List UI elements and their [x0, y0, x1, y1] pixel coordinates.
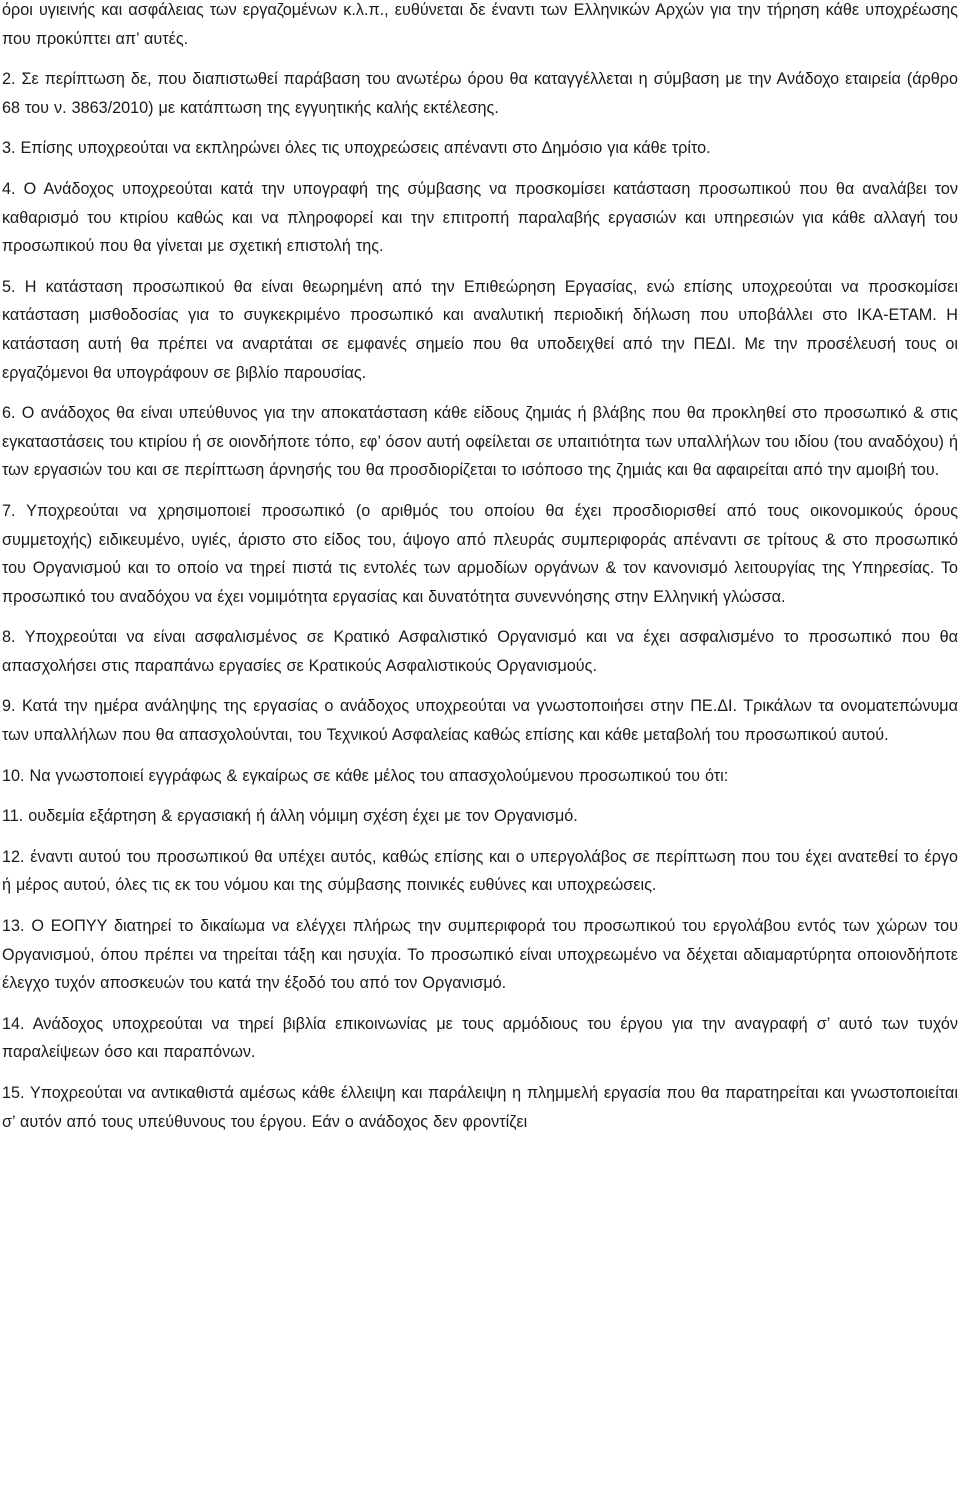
paragraph-6: 6. Ο ανάδοχος θα είναι υπεύθυνος για την αποκατάσταση κάθε είδους ζημιάς ή βλάβης που θα προκληθεί στο προσωπικό & στις εγκαταστάσεις του κτιρίου ή σε οιονδήποτε τόπο, εφ’ όσον αυτή οφείλεται σε υπαιτιότητα των υπαλλήλων του ιδίου (του αναδόχου) ή των εργασιών του και σε περίπτωση άρνησής του θα προσδιορίζεται το ισόποσο της ζημιάς και θα αφαιρείται από την αμοιβή του. — [2, 404, 958, 480]
paragraph-14: 14. Ανάδοχος υποχρεούται να τηρεί βιβλία επικοινωνίας με τους αρμόδιους του έργου για την αναγραφή σ’ αυτό των τυχόν παραλείψεων όσο και παραπόνων. — [2, 1014, 958, 1062]
paragraph-7: 7. Υποχρεούται να χρησιμοποιεί προσωπικό (ο αριθμός του οποίου θα έχει προσδιορισθεί από τους οικονομικούς όρους συμμετοχής) ειδικευμένο, υγιές, άριστο στο είδος του, άψογο από πλευράς συμπεριφοράς απέναντι σε τρίτους & στο προσωπικό του Οργανισμού και το οποίο να τηρεί πιστά τις εντολές των αρμοδίων οργάνων & τον κανονισμό λειτουργίας της Υπηρεσίας. Το προσωπικό του αναδόχου να έχει νομιμότητα εργασίας και δυνατότητα συνεννόησης στην Ελληνική γλώσσα. — [2, 501, 958, 606]
paragraph-15: 15. Υποχρεούται να αντικαθιστά αμέσως κάθε έλλειψη και παράλειψη η πλημμελή εργασία που θα παρατηρείται και γνωστοποιείται σ’ αυτόν από τους υπεύθυνους του έργου. Εάν ο ανάδοχος δεν φροντίζει — [2, 1084, 958, 1131]
document-body — [2, 0, 958, 1148]
paragraph-10: 10. Να γνωστοποιεί εγγράφως & εγκαίρως σε κάθε μέλος του απασχολούμενου προσωπικού του ότι: — [2, 766, 729, 785]
paragraph-5: 5. Η κατάσταση προσωπικού θα είναι θεωρημένη από την Επιθεώρηση Εργασίας, ενώ επίσης υποχρεούται να προσκομίσει κατάσταση μισθοδοσίας για το συγκεκριμένο προσωπικό και αναλυτική περιοδική δήλωση που υποβάλλει στο ΙΚΑ-ΕΤΑΜ. Η κατάσταση αυτή θα πρέπει να αναρτάται σε εμφανές σημείο που θα υποδειχθεί από την ΠΕΔΙ. Με την προσέλευσή τους οι εργαζόμενοι θα υπογράφουν σε βιβλίο παρουσίας. — [2, 277, 958, 382]
paragraph-9: 9. Κατά την ημέρα ανάληψης της εργασίας ο ανάδοχος υποχρεούται να γνωστοποιήσει στην ΠΕ.ΔΙ. Τρικάλων τα ονοματεπώνυμα των υπαλλήλων που θα απασχολούνται, του Τεχνικού Ασφαλείας καθώς επίσης και κάθε μεταβολή του προσωπικού αυτού. — [2, 697, 958, 745]
paragraph-11: 11. ουδεμία εξάρτηση & εργασιακή ή άλλη νόμιμη σχέση έχει με τον Οργανισμό. — [2, 807, 578, 826]
paragraph-intro: όροι υγιεινής και ασφάλειας των εργαζομένων κ.λ.π., ευθύνεται δε έναντι των Ελληνικών Αρχών για την τήρηση κάθε υποχρέωσης που προκύπτει απ’ αυτές. — [2, 1, 958, 48]
paragraph-8: 8. Υποχρεούται να είναι ασφαλισμένος σε Κρατικό Ασφαλιστικό Οργανισμό και να έχει ασφαλισμένο το προσωπικό που θα απασχολήσει στις παραπάνω εργασίες σε Κρατικούς Ασφαλιστικούς Οργανισμούς. — [2, 628, 958, 675]
paragraph-13: 13. Ο ΕΟΠΥΥ διατηρεί το δικαίωμα να ελέγχει πλήρως την συμπεριφορά του προσωπικού του εργολάβου εντός των χώρων του Οργανισμού, όπου πρέπει να τηρείται τάξη και ησυχία. Το προσωπικό είναι υποχρεωμένο να δέχεται αδιαμαρτύρητα οποιονδήποτε έλεγχο τυχόν αποσκευών του κατά την έξοδό του από τον Οργανισμό. — [2, 917, 958, 993]
paragraph-2: 2. Σε περίπτωση δε, που διαπιστωθεί παράβαση του ανωτέρω όρου θα καταγγέλλεται η σύμβαση με την Ανάδοχο εταιρεία (άρθρο 68 του ν. 3863/2010) με κατάπτωση της εγγυητικής καλής εκτέλεσης. — [2, 70, 958, 117]
paragraph-12: 12. έναντι αυτού του προσωπικού θα υπέχει αυτός, καθώς επίσης και ο υπεργολάβος σε περίπτωση που του έχει ανατεθεί το έργο ή μέρος αυτού, όλες τις εκ του νόμου και της σύμβασης ποινικές ευθύνες και υποχρεώσεις. — [2, 847, 958, 895]
paragraph-4: 4. Ο Ανάδοχος υποχρεούται κατά την υπογραφή της σύμβασης να προσκομίσει κατάσταση προσωπικού που θα αναλάβει τον καθαρισμό του κτιρίου καθώς και να πληροφορεί και την επιτροπή παραλαβής εργασιών και υπηρεσιών για κάθε αλλαγή του προσωπικού που θα γίνεται με σχετική επιστολή της. — [2, 179, 958, 256]
paragraph-3: 3. Επίσης υποχρεούται να εκπληρώνει όλες τις υποχρεώσεις απέναντι στο Δημόσιο για κάθε τρίτο. — [2, 139, 711, 158]
